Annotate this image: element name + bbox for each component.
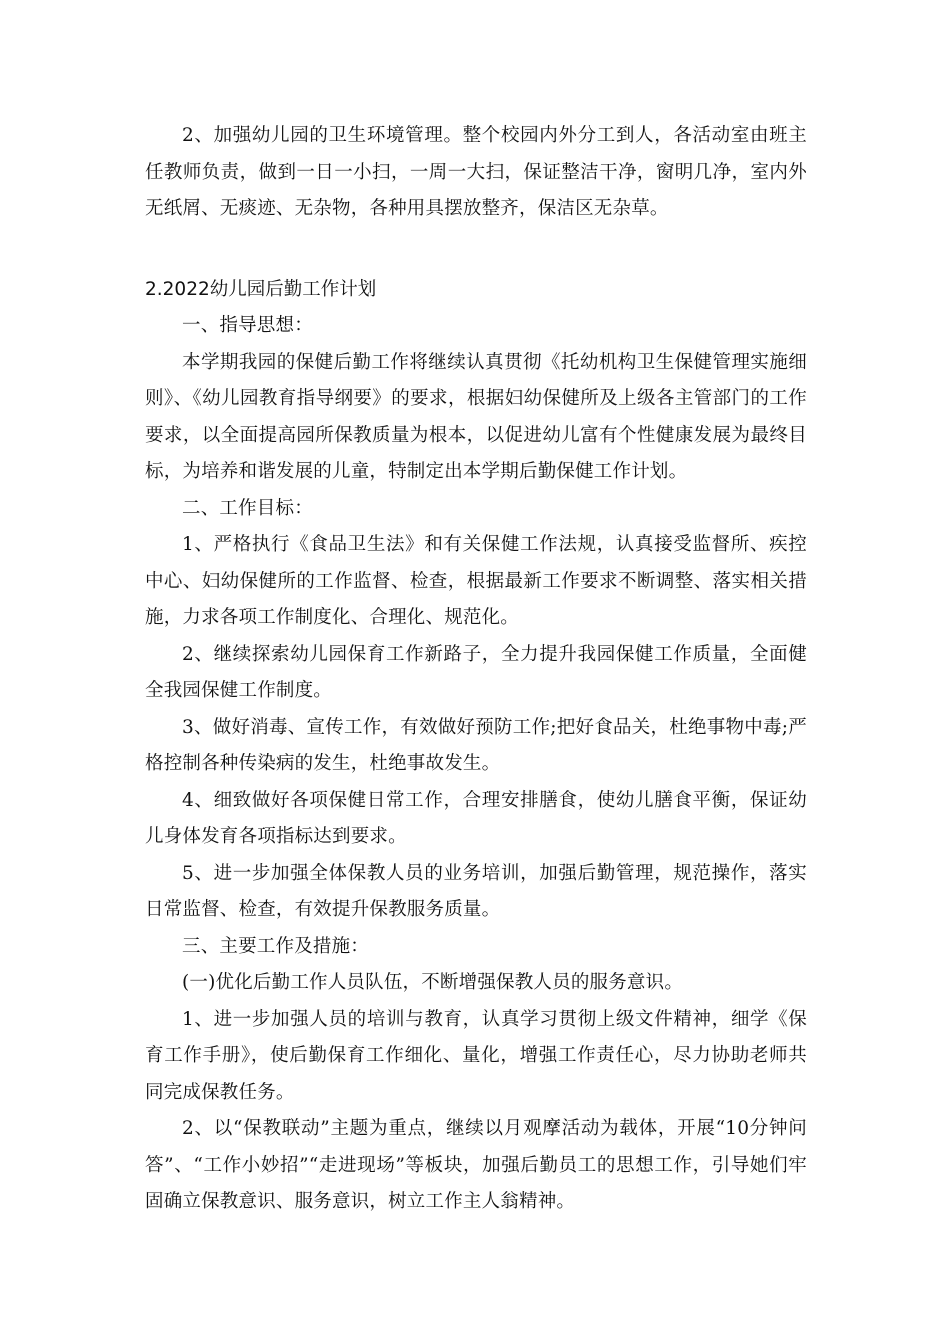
heading-main-work: 三、主要工作及措施：	[182, 935, 370, 957]
subheading-optimize-team: (一)优化后勤工作人员队伍，不断增强保教人员的服务意识。	[182, 972, 684, 993]
goal-item-2: 2、继续探索幼儿园保育工作新路子，全力提升我园保健工作质量，全面健全我园保健工作制度。	[145, 643, 807, 701]
intro-paragraph: 2、加强幼儿园的卫生环境管理。整个校园内外分工到人，各活动室由班主任教师负责，做到一日一小扫，一周一大扫，保证整洁干净，窗明几净，室内外无纸屑、无痰迹、无杂物，各种用具摆放整齐，保洁区无杂草。	[145, 125, 807, 219]
heading-guiding-ideology: 一、指导思想：	[182, 315, 313, 336]
goal-item-5: 5、进一步加强全体保教人员的业务培训，加强后勤管理，规范操作，落实日常监督、检查，有效提升保教服务质量。	[145, 862, 807, 920]
paragraph-spacer	[145, 228, 807, 272]
body-paragraph: 本学期我园的保健后勤工作将继续认真贯彻《托幼机构卫生保健管理实施细则》、《幼儿园教育指导纲要》的要求，根据妇幼保健所及上级各主管部门的工作要求，以全面提高园所保教质量为根本，以促进幼儿富有个性健康发展为最终目标，为培养和谐发展的儿童，特制定出本学期后勤保健工作计划。	[145, 351, 807, 482]
measure-item-2: 2、以“保教联动”主题为重点，继续以月观摩活动为载体，开展“10分钟问答”、“工作小妙招”“走进现场”等板块，加强后勤员工的思想工作，引导她们牢固确立保教意识、服务意识，树立工作主人翁精神。	[145, 1118, 807, 1212]
section-title: 2.2022幼儿园后勤工作计划	[145, 278, 377, 300]
measure-item-1: 1、进一步加强人员的培训与教育，认真学习贯彻上级文件精神，细学《保育工作手册》，使后勤保育工作细化、量化，增强工作责任心，尽力协助老师共同完成保教任务。	[145, 1008, 807, 1103]
goal-item-4: 4、细致做好各项保健日常工作，合理安排膳食，使幼儿膳食平衡，保证幼儿身体发育各项指标达到要求。	[145, 789, 807, 847]
document-page	[145, 118, 807, 1221]
heading-work-goals: 二、工作目标：	[182, 497, 313, 519]
goal-item-1: 1、严格执行《食品卫生法》和有关保健工作法规，认真接受监督所、疾控中心、妇幼保健所的工作监督、检查，根据最新工作要求不断调整、落实相关措施，力求各项工作制度化、合理化、规范化。	[145, 534, 807, 628]
goal-item-3: 3、做好消毒、宣传工作，有效做好预防工作;把好食品关，杜绝事物中毒;严格控制各种传染病的发生，杜绝事故发生。	[145, 716, 807, 774]
